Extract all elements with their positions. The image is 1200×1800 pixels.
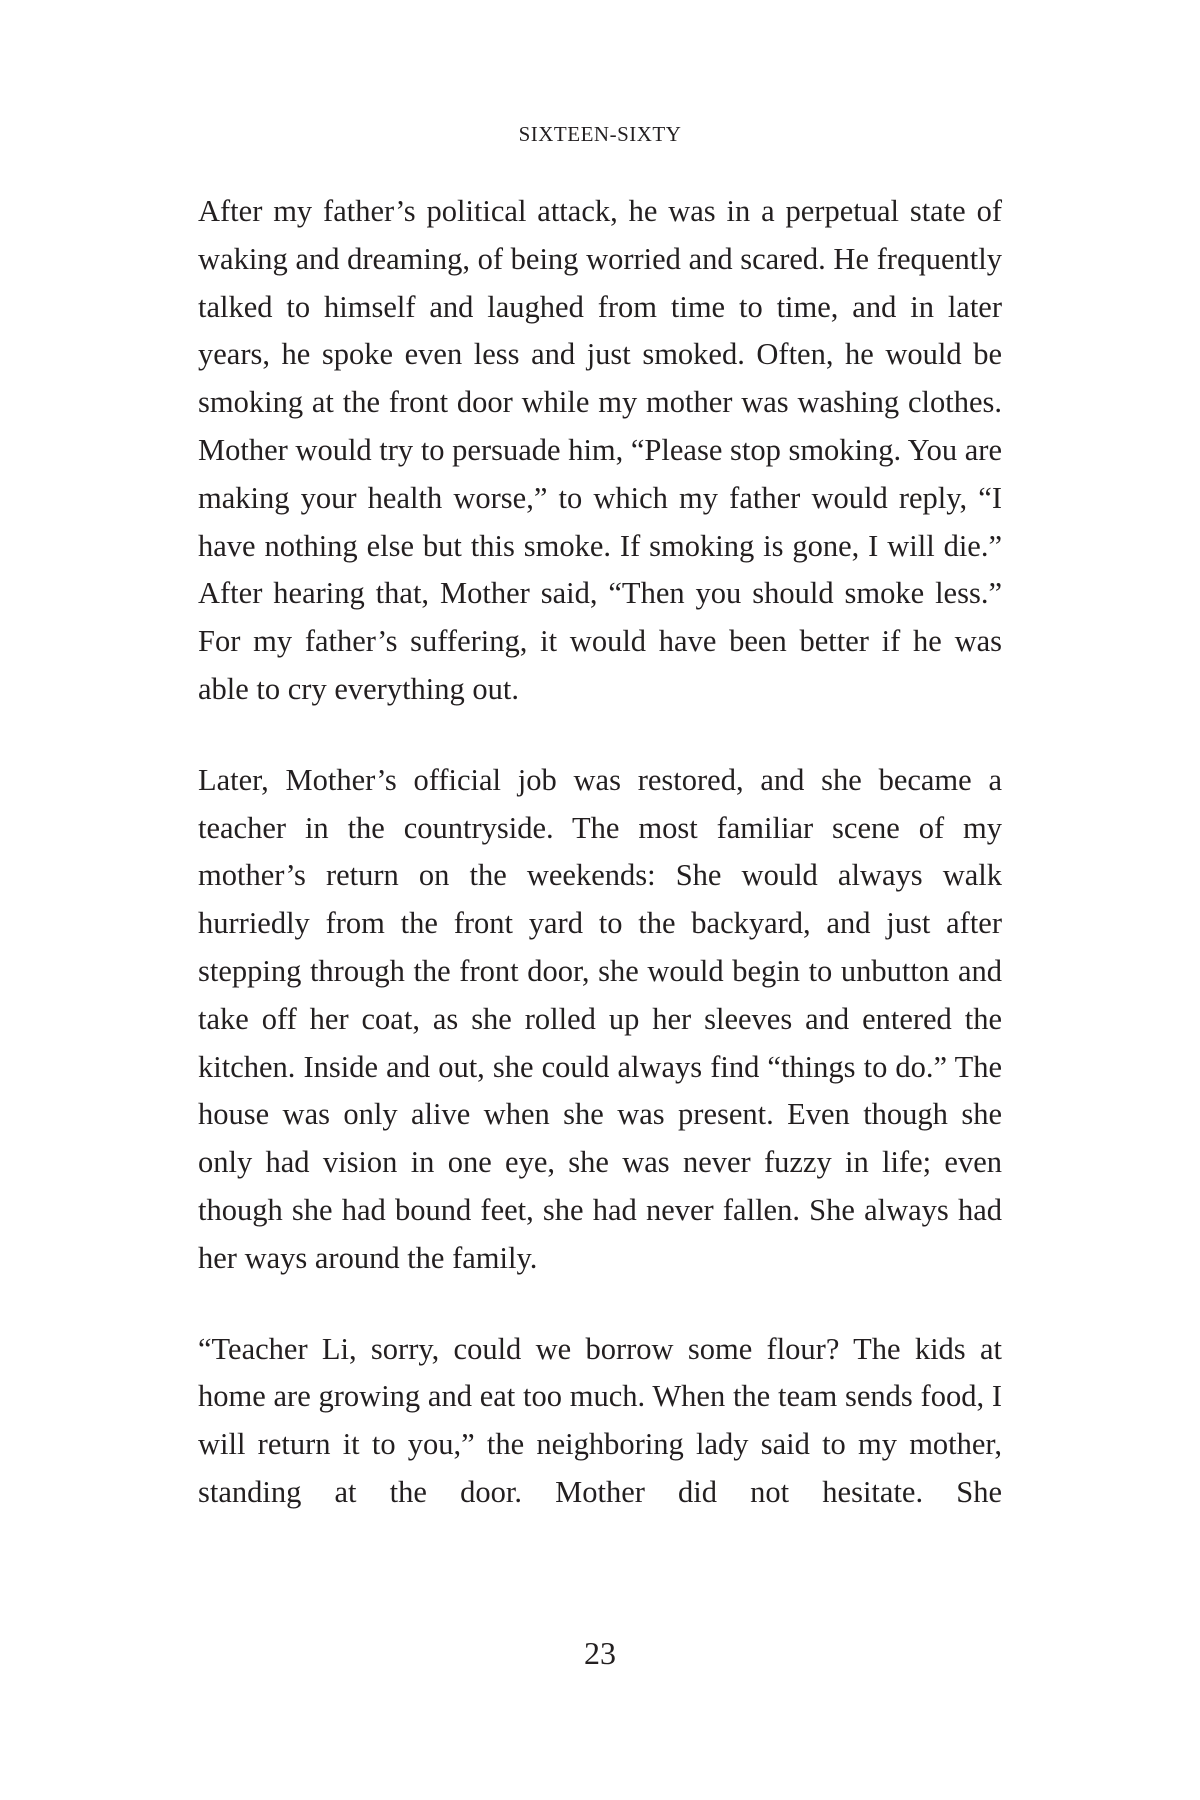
running-header-title: SIXTEEN-SIXTY — [518, 122, 682, 146]
page-number: 23 — [584, 1635, 616, 1671]
paragraph-mother-teacher: Later, Mother’s official job was restored, and she became a teacher in the countryside. The most familiar scene of my mother’s return on the weekends: She would always walk hurriedly from the front yard to the backyard, and just after stepping through the front door, she would begin to unbutton and take off her coat, as she rolled up her sleeves and entered the kitchen. Inside and out, she could always find “things to do.” The house was only alive when she was present. Even though she only had vision in one eye, she was never fuzzy in life; even though she had bound feet, she had never fallen. She always had her ways around the family. — [198, 762, 1002, 1275]
paragraph-father-smoking: After my father’s political attack, he was in a perpetual state of waking and dreaming, of being worried and scared. He frequently talked to himself and laughed from time to time, and in later years, he spoke even less and just smoked. Often, he would be smoking at the front door while my mother was washing clothes. Mother would try to persuade him, “Please stop smoking. You are making your health worse,” to which my father would reply, “I have nothing else but this smoke. If smoking is gone, I will die.” After hearing that, Mother said, “Then you should smoke less.” For my father’s suffering, it would have been better if he was able to cry everything out. — [198, 194, 1002, 706]
paragraph-neighbor-flour: “Teacher Li, sorry, could we borrow some flour? The kids at home are growing and eat too much. When the team sends food, I will return it to you,” the neighboring lady said to my mother, standing at the door. Mother did not hesitate. She — [198, 1331, 1002, 1509]
body-text — [198, 188, 1002, 1517]
